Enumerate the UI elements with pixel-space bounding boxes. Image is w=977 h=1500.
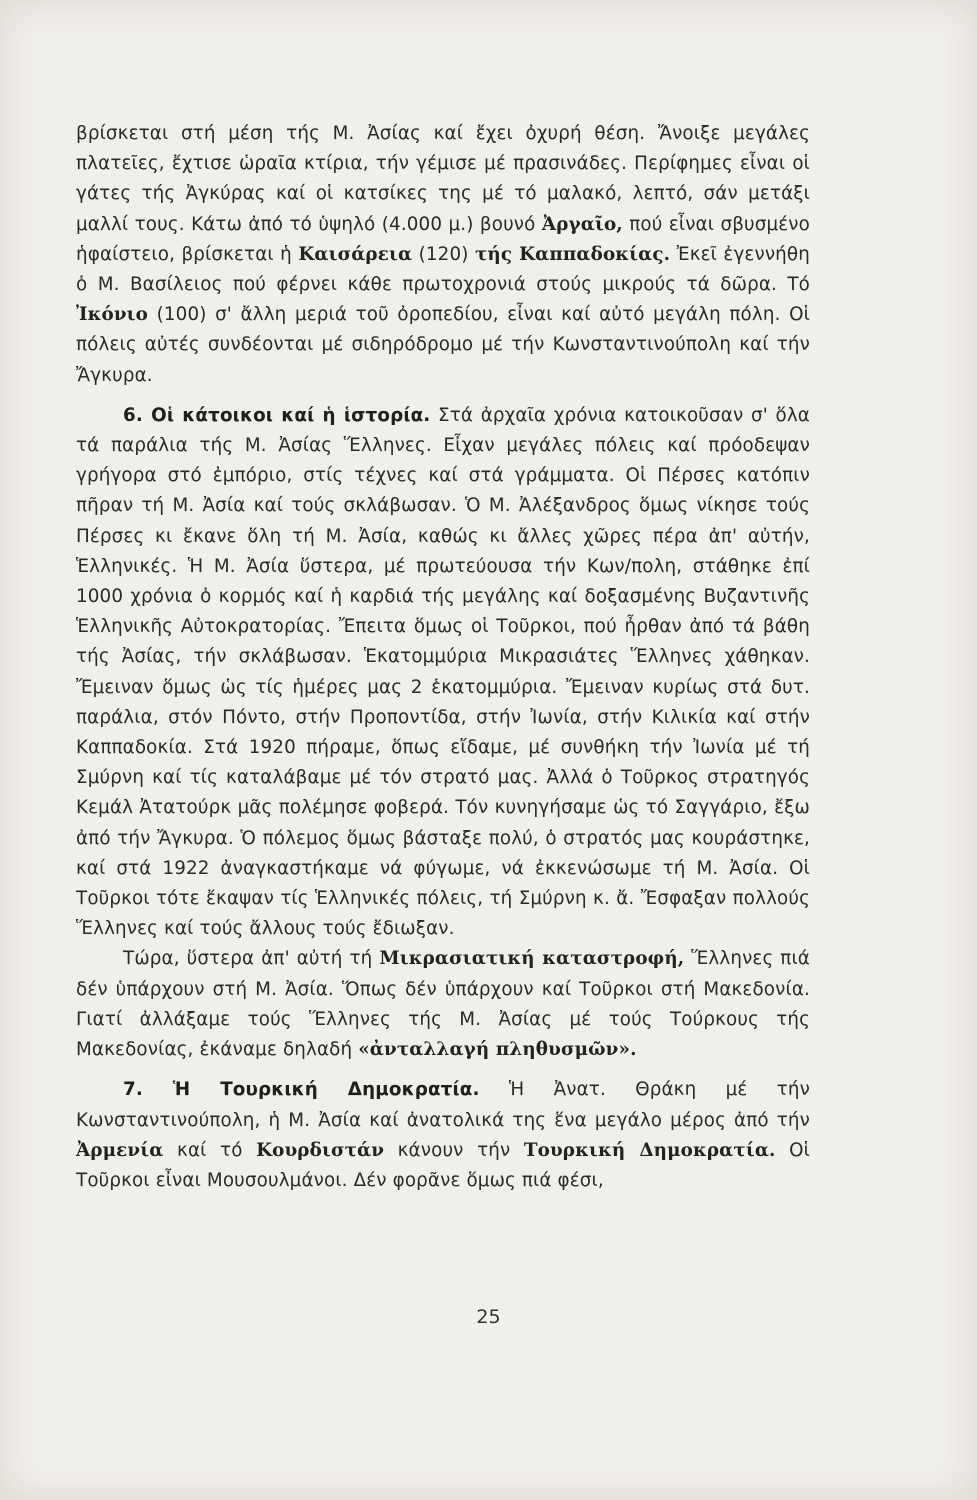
- text-run: (100) σ' ἄλλη μεριά τοῦ ὀροπεδίου, εἶναι καί αὐτό μεγάλη πόλη. Οἱ πόλεις αὐτές συνδέονται μέ σιδηρόδρομο μέ τήν Κωνσταντινούπολη καί τήν Ἄγκυρα.: [76, 304, 810, 386]
- bold-term-kappadokia: τής Καππαδοκίας.: [474, 243, 671, 265]
- text-run: κάνουν τήν: [384, 1139, 524, 1161]
- text-run: βρίσκεται στή μέση τής Μ. Ἀσίας καί ἔχει ὀχυρή θέση. Ἄνοιξε μεγάλες πλατεῖες, ἔχτισε ὡραῖα κτίρια, τήν γέμισε μέ πρασινάδες. Περίφημες εἶναι οἱ γάτες τής Ἀγκύρας καί οἱ κατσίκες της μέ τό μαλακό, λεπτό, σάν μετάξι μαλλί τους. Κάτω ἀπό τό ὑψηλό (4.000 μ.) βουνό: [76, 123, 810, 235]
- paragraph-population-exchange: [76, 944, 810, 1065]
- bold-term-argaio: Ἀργαῖο,: [541, 213, 623, 235]
- bold-term-ikonio: Ἰκόνιο: [76, 304, 149, 326]
- text-run: Ἐκεῖ ἐγεννήθη ὁ Μ. Βασίλειος πού φέρνει κάθε πρωτοχρονιά στούς μικρούς τά δῶρα. Τό: [76, 243, 810, 296]
- body-text: [76, 119, 810, 1196]
- paragraph-ankara-kaisareia: [76, 119, 810, 391]
- text-run: Ἡ Ἀνατ. Θράκη μέ τήν Κωνσταντινούπολη, ἡ Μ. Ἀσία καί ἀνατολικά της ἕνα μεγάλο μέρος ἀπό τήν: [76, 1079, 810, 1131]
- text-run: Στά ἀρχαῖα χρόνια κατοικοῦσαν σ' ὅλα τά παράλια τής Μ. Ἀσίας Ἕλληνες. Εἶχαν μεγάλες πόλεις καί πρόοδεψαν γρήγορα στό ἐμπόριο, στίς τέχνες καί στά γράμματα. Οἱ Πέρσες κατόπιν πῆραν τή Μ. Ἀσία καί τούς σκλάβωσαν. Ὁ Μ. Ἀλέξανδρος ὅμως νίκησε τούς Πέρσες κι ἔκανε ὅλη τή Μ. Ἀσία, καθώς κι ἄλλες χῶρες πέρα ἀπ' αὐτήν, Ἑλληνικές. Ἡ Μ. Ἀσία ὕστερα, μέ πρωτεύουσα τήν Κων/πολη, στάθηκε ἐπί 1000 χρόνια ὁ κορμός καί ἡ καρδιά τής μεγάλης καί δοξασμένης Βυζαντινῆς Ἑλληνικῆς Αὐτοκρατορίας. Ἔπειτα ὅμως οἱ Τοῦρκοι, πού ἦρθαν ἀπό τά βάθη τής Ἀσίας, τήν σκλάβωσαν. Ἑκατομμύρια Μικρασιάτες Ἕλληνες χάθηκαν. Ἔμειναν ὅμως ὡς τίς ἡμέρες μας 2 ἑκατομμύρια. Ἔμειναν κυρίως στά δυτ. παράλια, στόν Πόντο, στήν Προποντίδα, στήν Ἰωνία, στήν Κιλικία καί στήν Καππαδοκία. Στά 1920 πήραμε, ὅπως εἴδαμε, μέ συνθήκη τήν Ἰωνία μέ τή Σμύρνη καί τίς καταλάβαμε μέ τόν στρατό μας. Ἀλλά ὁ Τοῦρκος στρατηγός Κεμάλ Ἀτατούρκ μᾶς πολέμησε φοβερά. Τόν κυνηγήσαμε ὡς τό Σαγγάριο, ἔξω ἀπό τήν Ἄγκυρα. Ὁ πόλεμος ὅμως βάσταξε πολύ, ὁ στρατός μας κουράστηκε, καί στά 1922 ἀναγκαστήκαμε νά φύγωμε, νά ἐκκενώσωμε τή Μ. Ἀσία. Οἱ Τοῦρκοι τότε ἔκαψαν τίς Ἑλληνικές πόλεις, τή Σμύρνη κ. ἄ. Ἔσφαξαν πολλούς Ἕλληνες καί τούς ἄλλους τούς ἔδιωξαν.: [76, 404, 810, 940]
- text-run: Τώρα, ὕστερα ἀπ' αὐτή τή: [123, 948, 380, 970]
- bold-term-armenia: Ἀρμενία: [76, 1139, 164, 1161]
- bold-term-catastrophe: Μικρασιατική καταστροφή,: [379, 948, 685, 970]
- section-heading: 6. Οἱ κάτοικοι καί ἡ ἱστορία.: [123, 404, 431, 426]
- bold-term-turkish-republic: Τουρκική Δημοκρατία.: [523, 1139, 776, 1161]
- section-7-turkish-republic: [76, 1075, 810, 1196]
- text-run: (120): [412, 243, 475, 265]
- bold-term-exchange: «ἀνταλλαγή πληθυσμῶν».: [358, 1039, 637, 1061]
- section-6-inhabitants-history: [76, 401, 810, 945]
- text-run: πού εἶναι σβυσμένο ἡφαίστειο, βρίσκεται ἡ: [76, 213, 810, 265]
- text-run: Ἕλληνες πιά δέν ὑπάρχουν στή Μ. Ἀσία. Ὅπως δέν ὑπάρχουν καί Τοῦρκοι στή Μακεδονία. Γιατί ἀλλάξαμε τούς Ἕλληνες τής Μ. Ἀσίας μέ τούς Τούρκους τής Μακεδονίας, ἐκάναμε δηλαδή: [76, 948, 810, 1061]
- text-run: καί τό: [163, 1139, 257, 1161]
- bold-term-kaisareia: Καισάρεια: [298, 243, 413, 265]
- bold-term-kurdistan: Κουρδιστάν: [256, 1139, 385, 1161]
- section-heading: 7. Ἡ Τουρκική Δημοκρατία.: [123, 1079, 480, 1101]
- text-run: Οἱ Τοῦρκοι εἶναι Μουσουλμάνοι. Δέν φορᾶνε ὅμως πιά φέσι,: [76, 1139, 810, 1191]
- page-number: 25: [476, 1306, 501, 1328]
